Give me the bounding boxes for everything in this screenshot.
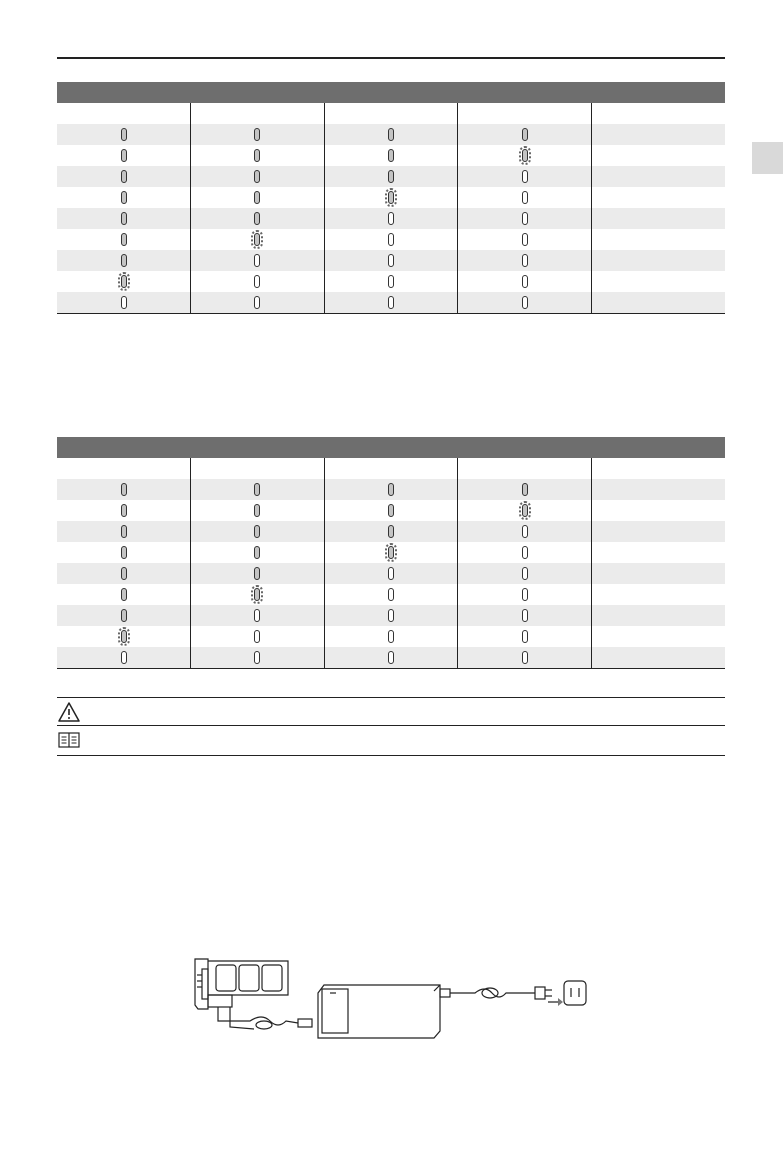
description-cell <box>591 500 725 521</box>
led-on-icon <box>254 546 260 559</box>
led-cell-2 <box>191 187 325 208</box>
led-column-header <box>458 103 592 124</box>
led-off-icon <box>388 233 394 246</box>
led-off-icon <box>522 546 528 559</box>
led-cell-4 <box>458 187 592 208</box>
led-off-icon <box>388 567 394 580</box>
table-header-bar <box>57 82 725 103</box>
led-off-icon <box>254 609 260 622</box>
table-header-cell <box>57 437 725 458</box>
led-cell-4 <box>458 647 592 669</box>
manual-note <box>57 726 725 754</box>
led-on-icon <box>121 191 127 204</box>
table-row <box>57 166 725 187</box>
led-on-icon <box>254 149 260 162</box>
led-cell-2 <box>191 626 325 647</box>
description-cell <box>591 124 725 145</box>
table-row <box>57 563 725 584</box>
led-blink-icon <box>522 149 528 162</box>
led-status-table-1 <box>57 82 725 314</box>
table-row <box>57 124 725 145</box>
led-cell-4 <box>458 542 592 563</box>
table-row <box>57 500 725 521</box>
led-cell-1 <box>57 500 191 521</box>
led-cell-3 <box>324 145 458 166</box>
led-cell-4 <box>458 563 592 584</box>
led-on-icon <box>522 128 528 141</box>
description-cell <box>591 250 725 271</box>
led-on-icon <box>522 483 528 496</box>
led-on-icon <box>254 483 260 496</box>
description-cell <box>591 208 725 229</box>
led-on-icon <box>254 525 260 538</box>
table-row <box>57 479 725 500</box>
led-off-icon <box>522 296 528 309</box>
led-blink-icon <box>522 504 528 517</box>
led-on-icon <box>388 504 394 517</box>
led-off-icon <box>121 651 127 664</box>
led-on-icon <box>254 191 260 204</box>
led-cell-3 <box>324 500 458 521</box>
led-cell-2 <box>191 271 325 292</box>
led-cell-4 <box>458 626 592 647</box>
led-cell-3 <box>324 208 458 229</box>
table-column-header-row <box>57 458 725 479</box>
led-cell-3 <box>324 187 458 208</box>
led-column-header <box>324 103 458 124</box>
led-blink-icon <box>388 546 394 559</box>
description-column-header <box>591 458 725 479</box>
led-cell-1 <box>57 292 191 314</box>
led-off-icon <box>388 588 394 601</box>
description-cell <box>591 542 725 563</box>
led-cell-2 <box>191 124 325 145</box>
led-cell-4 <box>458 250 592 271</box>
table-header-cell <box>57 82 725 103</box>
led-column-header <box>324 458 458 479</box>
led-cell-2 <box>191 292 325 314</box>
table-header-bar <box>57 437 725 458</box>
description-cell <box>591 166 725 187</box>
led-off-icon <box>388 254 394 267</box>
led-cell-1 <box>57 584 191 605</box>
led-status-table-2 <box>57 437 725 669</box>
led-column-header <box>57 458 191 479</box>
led-cell-3 <box>324 542 458 563</box>
led-cell-2 <box>191 563 325 584</box>
table-row <box>57 584 725 605</box>
led-column-header <box>57 103 191 124</box>
led-off-icon <box>388 275 394 288</box>
led-cell-1 <box>57 187 191 208</box>
led-cell-1 <box>57 166 191 187</box>
led-off-icon <box>522 609 528 622</box>
led-blink-icon <box>388 191 394 204</box>
led-off-icon <box>388 630 394 643</box>
led-cell-3 <box>324 563 458 584</box>
description-cell <box>591 292 725 314</box>
led-cell-2 <box>191 605 325 626</box>
led-off-icon <box>522 254 528 267</box>
led-cell-2 <box>191 479 325 500</box>
led-off-icon <box>522 212 528 225</box>
led-off-icon <box>254 296 260 309</box>
led-cell-1 <box>57 145 191 166</box>
table-row <box>57 250 725 271</box>
led-on-icon <box>254 567 260 580</box>
led-on-icon <box>121 525 127 538</box>
led-on-icon <box>254 170 260 183</box>
led-cell-2 <box>191 500 325 521</box>
led-on-icon <box>121 504 127 517</box>
description-cell <box>591 605 725 626</box>
led-cell-3 <box>324 124 458 145</box>
description-cell <box>591 626 725 647</box>
led-off-icon <box>254 275 260 288</box>
led-cell-3 <box>324 605 458 626</box>
led-off-icon <box>522 525 528 538</box>
table-row <box>57 647 725 669</box>
led-cell-4 <box>458 292 592 314</box>
led-cell-1 <box>57 229 191 250</box>
led-blink-icon <box>121 630 127 643</box>
led-cell-4 <box>458 271 592 292</box>
led-off-icon <box>254 630 260 643</box>
led-off-icon <box>522 588 528 601</box>
led-off-icon <box>254 254 260 267</box>
table-row <box>57 271 725 292</box>
led-cell-2 <box>191 584 325 605</box>
led-cell-3 <box>324 626 458 647</box>
led-on-icon <box>121 128 127 141</box>
description-cell <box>591 271 725 292</box>
led-off-icon <box>522 630 528 643</box>
table-column-header-row <box>57 103 725 124</box>
led-cell-2 <box>191 166 325 187</box>
led-cell-3 <box>324 292 458 314</box>
led-on-icon <box>254 128 260 141</box>
led-cell-4 <box>458 605 592 626</box>
led-cell-1 <box>57 521 191 542</box>
led-cell-1 <box>57 626 191 647</box>
led-off-icon <box>522 275 528 288</box>
led-cell-4 <box>458 208 592 229</box>
led-off-icon <box>388 296 394 309</box>
led-on-icon <box>121 170 127 183</box>
led-cell-4 <box>458 124 592 145</box>
table-row <box>57 145 725 166</box>
led-off-icon <box>522 233 528 246</box>
led-blink-icon <box>254 233 260 246</box>
led-cell-4 <box>458 166 592 187</box>
led-cell-4 <box>458 229 592 250</box>
led-on-icon <box>254 212 260 225</box>
led-cell-1 <box>57 563 191 584</box>
led-cell-1 <box>57 208 191 229</box>
led-cell-1 <box>57 479 191 500</box>
led-on-icon <box>388 525 394 538</box>
led-cell-3 <box>324 229 458 250</box>
description-cell <box>591 145 725 166</box>
manual-icon <box>58 729 80 751</box>
led-on-icon <box>388 483 394 496</box>
led-on-icon <box>388 149 394 162</box>
description-cell <box>591 647 725 669</box>
led-cell-1 <box>57 271 191 292</box>
led-cell-3 <box>324 166 458 187</box>
warning-note <box>57 698 725 726</box>
description-cell <box>591 563 725 584</box>
led-cell-3 <box>324 584 458 605</box>
led-column-header <box>458 458 592 479</box>
led-cell-2 <box>191 250 325 271</box>
led-cell-2 <box>191 647 325 669</box>
led-on-icon <box>121 483 127 496</box>
led-cell-4 <box>458 479 592 500</box>
description-cell <box>591 584 725 605</box>
description-cell <box>591 521 725 542</box>
led-on-icon <box>388 170 394 183</box>
led-cell-1 <box>57 542 191 563</box>
note-divider <box>57 755 725 756</box>
led-on-icon <box>121 149 127 162</box>
led-cell-3 <box>324 479 458 500</box>
led-cell-4 <box>458 500 592 521</box>
table-row <box>57 208 725 229</box>
table-row <box>57 187 725 208</box>
led-cell-4 <box>458 145 592 166</box>
led-blink-icon <box>254 588 260 601</box>
led-on-icon <box>121 567 127 580</box>
led-cell-1 <box>57 124 191 145</box>
led-off-icon <box>522 170 528 183</box>
led-cell-1 <box>57 647 191 669</box>
battery-charger-illustration <box>190 955 600 1045</box>
led-cell-1 <box>57 250 191 271</box>
led-column-header <box>191 458 325 479</box>
led-cell-3 <box>324 647 458 669</box>
led-cell-3 <box>324 271 458 292</box>
top-rule <box>57 57 725 59</box>
table-row <box>57 521 725 542</box>
led-blink-icon <box>121 275 127 288</box>
description-cell <box>591 479 725 500</box>
led-off-icon <box>388 609 394 622</box>
led-on-icon <box>121 212 127 225</box>
led-off-icon <box>121 296 127 309</box>
table-row <box>57 605 725 626</box>
led-cell-4 <box>458 584 592 605</box>
table-row <box>57 542 725 563</box>
led-off-icon <box>522 567 528 580</box>
led-on-icon <box>121 254 127 267</box>
led-off-icon <box>254 651 260 664</box>
led-on-icon <box>254 504 260 517</box>
led-on-icon <box>121 546 127 559</box>
led-cell-2 <box>191 145 325 166</box>
led-on-icon <box>121 233 127 246</box>
description-cell <box>591 229 725 250</box>
side-tab <box>752 142 783 174</box>
led-on-icon <box>121 609 127 622</box>
led-off-icon <box>388 651 394 664</box>
led-cell-2 <box>191 542 325 563</box>
table-row <box>57 626 725 647</box>
led-cell-1 <box>57 605 191 626</box>
led-cell-4 <box>458 521 592 542</box>
warning-icon <box>58 701 80 723</box>
led-on-icon <box>121 588 127 601</box>
led-on-icon <box>388 128 394 141</box>
led-cell-2 <box>191 229 325 250</box>
led-cell-2 <box>191 208 325 229</box>
description-cell <box>591 187 725 208</box>
table-row <box>57 229 725 250</box>
led-cell-3 <box>324 250 458 271</box>
led-column-header <box>191 103 325 124</box>
led-off-icon <box>522 651 528 664</box>
table-row <box>57 292 725 314</box>
led-off-icon <box>522 191 528 204</box>
led-cell-3 <box>324 521 458 542</box>
description-column-header <box>591 103 725 124</box>
led-off-icon <box>388 212 394 225</box>
led-cell-2 <box>191 521 325 542</box>
